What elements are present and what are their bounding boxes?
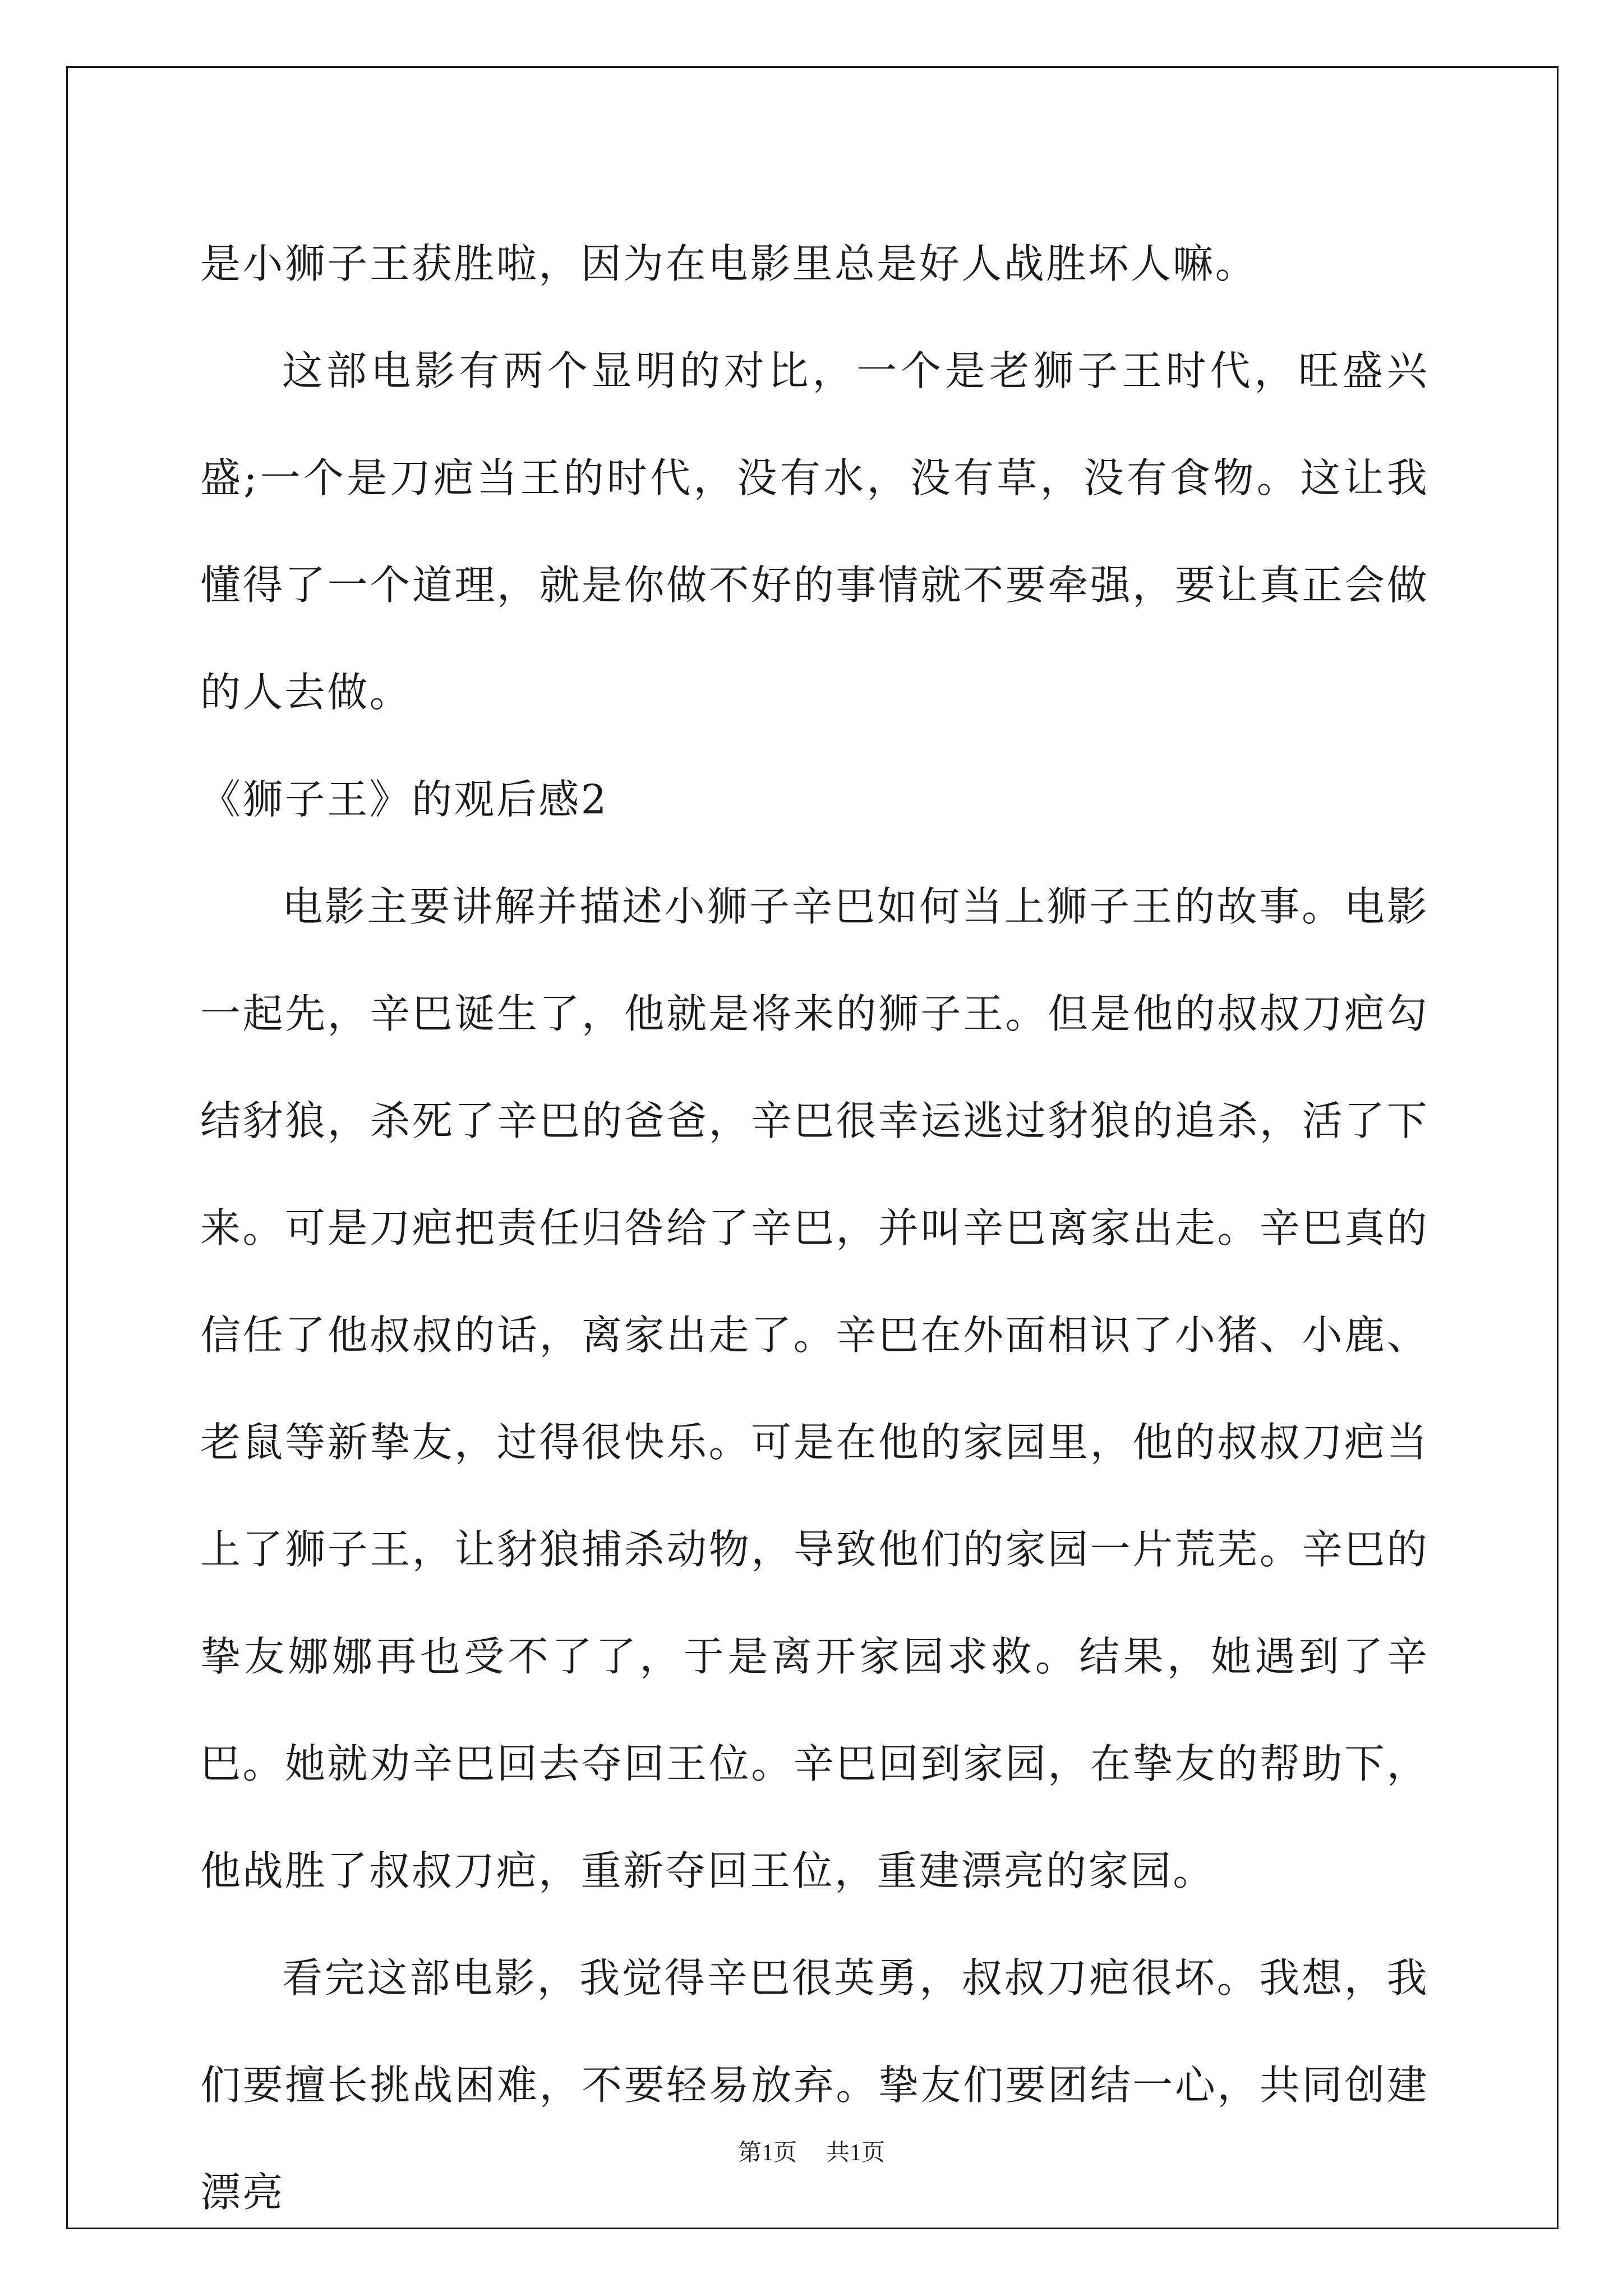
paragraph-4: 看完这部电影，我觉得辛巴很英勇，叔叔刀疤很坏。我想，我们要擅长挑战困难，不要轻易放弃。挚友们要团结一心，共同创建漂亮 bbox=[200, 1954, 1429, 2216]
paragraph-3: 电影主要讲解并描述小狮子辛巴如何当上狮子王的故事。电影一起先，辛巴诞生了，他就是将来的狮子王。但是他的叔叔刀疤勾结豺狼，杀死了辛巴的爸爸，辛巴很幸运逃过豺狼的追杀，活了下来。可是刀疤把责任归咎给了辛巴，并叫辛巴离家出走。辛巴真的信任了他叔叔的话，离家出走了。辛巴在外面相识了小猪、小鹿、老鼠等新挚友，过得很快乐。可是在他的家园里，他的叔叔刀疤当上了狮子王，让豺狼捕杀动物，导致他们的家园一片荒芜。辛巴的挚友娜娜再也受不了了，于是离开家园求救。结果，她遇到了辛巴。她就劝辛巴回去夺回王位。辛巴回到家园，在挚友的帮助下，他战胜了叔叔刀疤，重新夺回王位，重建漂亮的家园。 bbox=[200, 883, 1429, 1894]
page-total: 共1页 bbox=[826, 2140, 886, 2166]
paragraph-2: 这部电影有两个显明的对比，一个是老狮子王时代，旺盛兴盛;一个是刀疤当王的时代，没有水，没有草，没有食物。这让我懂得了一个道理，就是你做不好的事情就不要牵强，要让真正会做的人去做。 bbox=[200, 347, 1429, 716]
page-number: 第1页 bbox=[737, 2140, 797, 2166]
section-heading: 《狮子王》的观后感2 bbox=[200, 776, 608, 823]
paragraph-1: 是小狮子王获胜啦，因为在电影里总是好人战胜坏人嘛。 bbox=[200, 240, 1258, 287]
page-footer bbox=[0, 2134, 1623, 2168]
document-body bbox=[200, 210, 1429, 2246]
